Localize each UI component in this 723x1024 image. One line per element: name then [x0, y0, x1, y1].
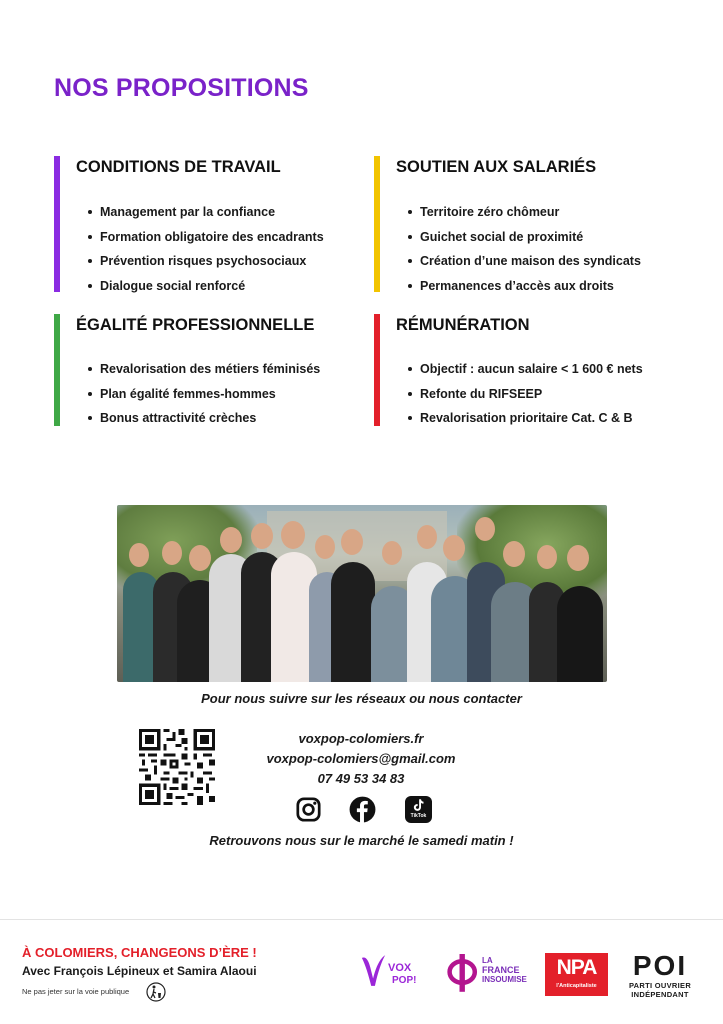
logo-poi	[622, 950, 698, 1000]
email-link[interactable]: voxpop-colomiers@gmail.com	[266, 751, 456, 766]
photo-person-head	[281, 521, 305, 549]
website-link[interactable]: voxpop-colomiers.fr	[298, 731, 424, 746]
logo-voxpop-line1: VOX	[388, 962, 412, 974]
photo-person-head	[537, 545, 557, 569]
photo-person-head	[443, 535, 465, 561]
photo-person-head	[503, 541, 525, 567]
photo-person-head	[475, 517, 495, 541]
follow-us-text: Pour nous suivre sur les réseaux ou nous contacter	[201, 691, 522, 706]
list-item: Permanences d’accès aux droits	[408, 274, 641, 299]
photo-person-head	[162, 541, 182, 565]
section-remuneration	[374, 314, 694, 426]
footer-authors: Avec François Lépineux et Samira Alaoui	[22, 964, 257, 978]
section-egalite-professionnelle	[54, 314, 354, 426]
list-item: Refonte du RIFSEEP	[408, 382, 643, 407]
facebook-icon[interactable]	[349, 796, 376, 823]
list-item: Création d’une maison des syndicats	[408, 249, 641, 274]
list-item: Management par la confiance	[88, 200, 324, 225]
photo-person-head	[251, 523, 273, 549]
recycle-bin-person-icon	[146, 982, 166, 1002]
logo-npa-text: NPA	[556, 956, 597, 979]
section-conditions-de-travail	[54, 156, 354, 292]
photo-person-head	[417, 525, 437, 549]
tiktok-label: TikTok	[410, 813, 427, 819]
list-item: Dialogue social renforcé	[88, 274, 324, 299]
logo-poi-text: POI	[632, 950, 688, 981]
logo-poi-line1: PARTI OUVRIER	[628, 981, 692, 990]
qr-code[interactable]	[139, 729, 215, 805]
logo-lfi-line2: FRANCE	[482, 965, 520, 975]
photo-person	[557, 586, 603, 682]
photo-person-head	[315, 535, 335, 559]
section-heading: ÉGALITÉ PROFESSIONNELLE	[76, 316, 315, 334]
section-heading: CONDITIONS DE TRAVAIL	[76, 158, 281, 176]
photo-person-head	[567, 545, 589, 571]
phi-icon	[446, 950, 482, 994]
section-color-bar	[374, 314, 380, 426]
photo-person-head	[129, 543, 149, 567]
list-item: Bonus attractivité crèches	[88, 406, 320, 431]
section-list	[408, 357, 643, 431]
section-color-bar	[54, 156, 60, 292]
photo-person-head	[341, 529, 363, 555]
photo-person	[331, 562, 375, 682]
section-heading: RÉMUNÉRATION	[396, 316, 530, 334]
list-item: Formation obligatoire des encadrants	[88, 225, 324, 250]
photo-person-head	[382, 541, 402, 565]
footer-notice: Ne pas jeter sur la voie publique	[22, 987, 130, 996]
logo-lfi-line1: LA	[482, 956, 493, 965]
instagram-icon[interactable]	[295, 796, 322, 823]
market-meeting-text: Retrouvons nous sur le marché le samedi matin !	[209, 833, 514, 848]
list-item: Revalorisation des métiers féminisés	[88, 357, 320, 382]
logo-lfi	[446, 950, 532, 994]
phone-number[interactable]: 07 49 53 34 83	[317, 771, 405, 786]
logo-poi-line2: INDÉPENDANT	[631, 990, 689, 999]
section-soutien-aux-salaries	[374, 156, 694, 292]
photo-person-head	[189, 545, 211, 571]
list-item: Territoire zéro chômeur	[408, 200, 641, 225]
section-color-bar	[54, 314, 60, 426]
logo-npa-subtext: l'Anticapitaliste	[556, 983, 597, 989]
tiktok-note-icon	[411, 798, 426, 813]
section-color-bar	[374, 156, 380, 292]
logo-voxpop	[360, 950, 432, 992]
logo-voxpop-line2: POP!	[392, 975, 417, 986]
list-item: Objectif : aucun salaire < 1 600 € nets	[408, 357, 643, 382]
section-list	[88, 357, 320, 431]
page-title: NOS PROPOSITIONS	[54, 74, 309, 102]
voxpop-v-icon	[360, 952, 388, 990]
section-list	[88, 200, 324, 299]
list-item: Plan égalité femmes-hommes	[88, 382, 320, 407]
list-item: Guichet social de proximité	[408, 225, 641, 250]
footer-divider	[0, 919, 723, 920]
list-item: Prévention risques psychosociaux	[88, 249, 324, 274]
list-item: Revalorisation prioritaire Cat. C & B	[408, 406, 643, 431]
group-photo	[117, 505, 607, 682]
footer-slogan: À COLOMIERS, CHANGEONS D’ÈRE !	[22, 945, 257, 960]
photo-person-head	[220, 527, 242, 553]
logo-lfi-line3: INSOUMISE	[482, 975, 527, 984]
logo-npa	[545, 953, 608, 996]
section-list	[408, 200, 641, 299]
section-heading: SOUTIEN AUX SALARIÉS	[396, 158, 597, 176]
tiktok-icon[interactable]	[405, 796, 432, 823]
